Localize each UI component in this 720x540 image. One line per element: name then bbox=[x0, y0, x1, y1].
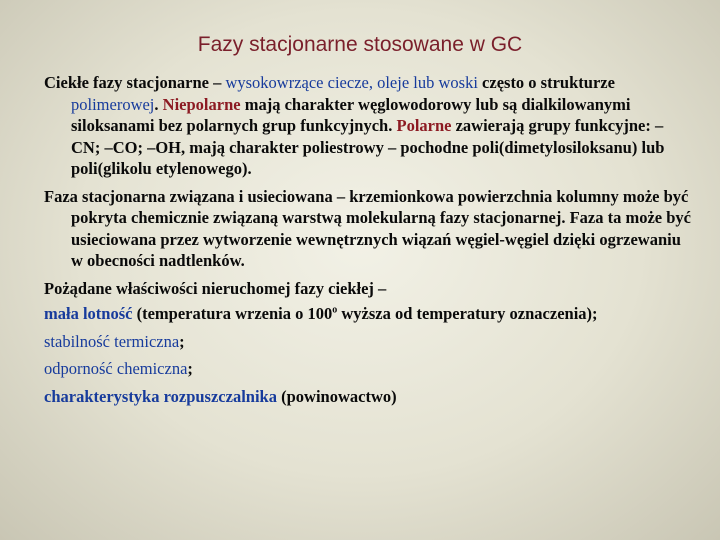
text-segment: . bbox=[154, 94, 163, 114]
degree-superscript: o bbox=[332, 304, 338, 316]
text-segment: wyższa od temperatury oznaczenia); bbox=[337, 304, 598, 323]
text-segment: Ciekłe fazy stacjonarne – bbox=[44, 73, 226, 92]
property-item-solvent bbox=[44, 386, 692, 408]
property-item-thermal-stability bbox=[44, 331, 692, 353]
paragraph-liquid-phases bbox=[44, 72, 692, 180]
slide-body bbox=[44, 72, 692, 413]
highlight-term: odporność chemiczna bbox=[44, 359, 188, 378]
text-segment: ; bbox=[179, 331, 185, 351]
text-segment: (temperatura wrzenia o 100 bbox=[132, 304, 333, 323]
paragraph-properties-heading: Pożądane właściwości nieruchomej fazy ciekłej – bbox=[44, 278, 387, 298]
highlight-term: charakterystyka rozpuszczalnika bbox=[44, 386, 277, 406]
text-segment: mają charakter węglowodorowy lub są dialkilowanymi siloksanami bez polarnych grup funkcyjnych. bbox=[71, 94, 631, 135]
highlight-term: stabilność termiczna bbox=[44, 331, 180, 351]
property-item-chemical-resistance bbox=[44, 358, 692, 380]
text-segment: często o strukturze bbox=[477, 73, 615, 92]
property-item-volatility bbox=[44, 303, 692, 325]
slide-title: Fazy stacjonarne stosowane w GC bbox=[197, 33, 523, 56]
text-segment: ; bbox=[187, 359, 193, 378]
text-segment: zawierają grupy funkcyjne: –CN; –CO; –OH, mają charakter poliestrowy – pochodne poli(dimetylosiloksanu) lub poli(glikolu etylenowego). bbox=[71, 116, 665, 178]
highlight-term: wysokowrzące ciecze, oleje lub woski bbox=[225, 73, 478, 92]
highlight-term: mała lotność bbox=[44, 304, 133, 323]
paragraph-bonded-phase: Faza stacjonarna związana i usieciowana – krzemionkowa powierzchnia kolumny może być pokryta chemicznie związaną warstwą molekularną fazy stacjonarnej. Faza ta może być usieciowana przez wytworzenie wewnętrznych wiązań węgiel-węgiel dzięki ogrzewaniu w obecności nadtlenków. bbox=[44, 186, 691, 270]
text-segment: (powinowactwo) bbox=[276, 386, 397, 406]
highlight-term: Polarne bbox=[396, 116, 452, 135]
highlight-term: Niepolarne bbox=[162, 94, 241, 114]
highlight-term: polimerowej bbox=[71, 94, 155, 114]
